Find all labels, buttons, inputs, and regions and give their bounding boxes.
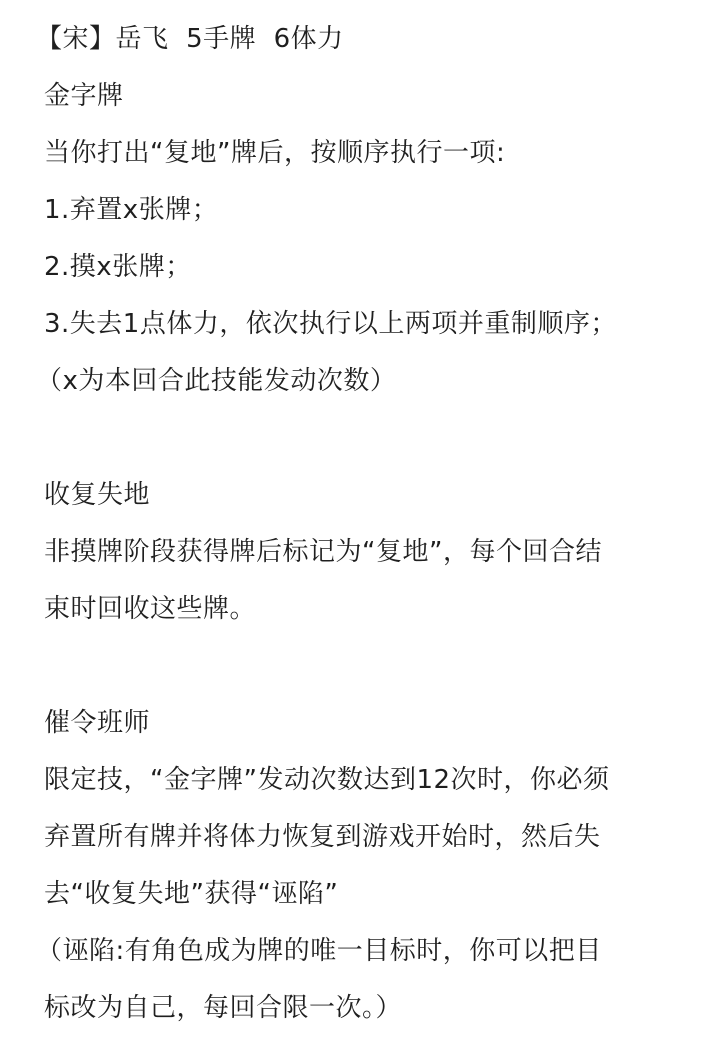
skill-line: 标改为自己，每回合限一次。）: [44, 993, 403, 1023]
skill-title-jinzipai: 金字牌: [44, 81, 124, 111]
skill-line: 1.弃置x张牌；: [44, 195, 219, 225]
skill-line: 弃置所有牌并将体力恢复到游戏开始时，然后失: [44, 822, 601, 852]
character-header: [36, 11, 704, 68]
hp-count: 6体力: [273, 24, 344, 54]
skill-title-cuilingbanshi: 催令班师: [44, 708, 151, 738]
skill-line: 3.失去1点体力，依次执行以上两项并重制顺序；: [44, 309, 617, 339]
paragraph-gap: [44, 638, 704, 695]
skill-line-note: （x为本回合此技能发动次数）: [36, 366, 397, 396]
skill-line: 束时回收这些牌。: [44, 594, 257, 624]
skill-line: 限定技，“金字牌”发动次数达到12次时，你必须: [44, 765, 610, 795]
skill-line-note: （诬陷:有角色成为牌的唯一目标时，你可以把目: [36, 936, 602, 966]
skill-title-shoufushidi: 收复失地: [44, 480, 151, 510]
character-name: 岳飞: [115, 24, 169, 54]
skill-line: 非摸牌阶段获得牌后标记为“复地”，每个回合结: [44, 537, 602, 567]
skill-line: 当你打出“复地”牌后，按顺序执行一项:: [44, 138, 506, 168]
skill-document: [36, 11, 704, 1037]
paragraph-gap: [44, 410, 704, 467]
hand-count: 5手牌: [186, 24, 257, 54]
skill-line: 去“收复失地”获得“诬陷”: [44, 879, 339, 909]
faction-label: 【宋】: [36, 24, 116, 54]
skill-line: 2.摸x张牌；: [44, 252, 192, 282]
